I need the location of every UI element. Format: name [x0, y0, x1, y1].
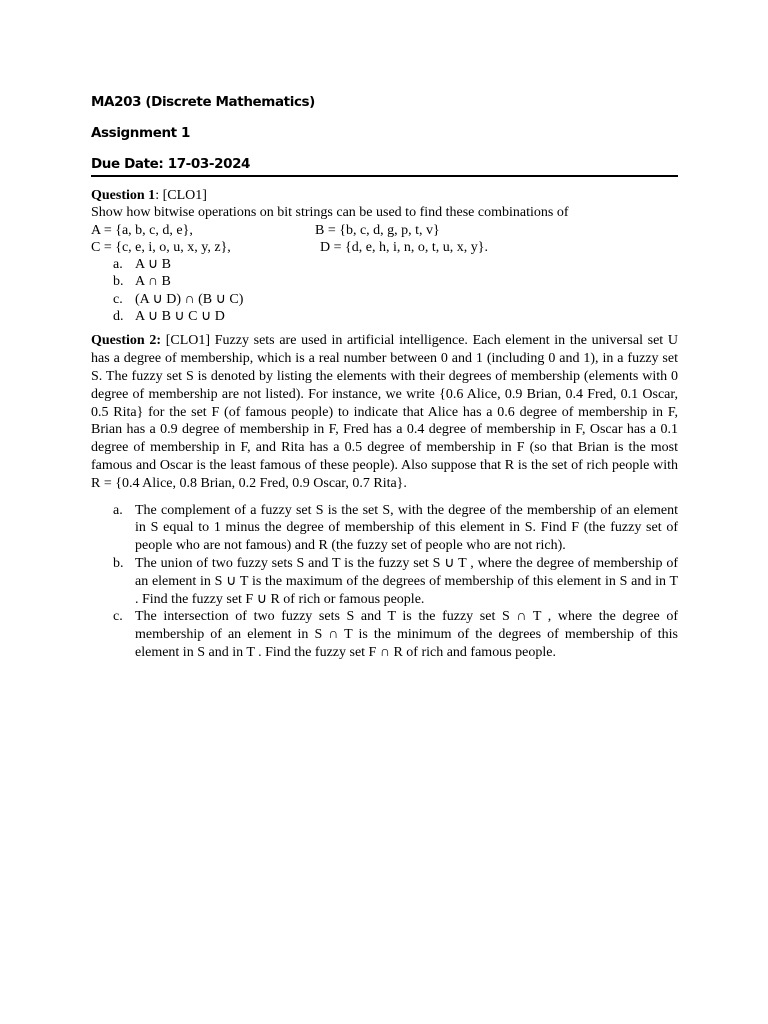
question-1-items	[91, 256, 678, 325]
question-2-body-paragraph	[91, 332, 678, 492]
question-1-prompt: Show how bitwise operations on bit strings can be used to find these combinations of	[91, 205, 569, 221]
item-text: The complement of a fuzzy set S is the set S, with the degree of the membership of an element in S equal to 1 minus the degree of membership of this element in S. Find F (the fuzzy set of people who are not famous) and R (the fuzzy set of people who are not rich).	[135, 502, 678, 554]
question-1-heading	[91, 187, 678, 204]
list-item	[91, 273, 678, 290]
item-marker: b.	[113, 555, 124, 571]
set-row-ab	[91, 222, 678, 239]
list-item	[91, 608, 678, 661]
list-item	[91, 308, 678, 325]
item-text: The union of two fuzzy sets S and T is the fuzzy set S ∪ T , where the degree of membership of an element in S ∪ T is the maximum of the degrees of membership of this element in S and in T . Find the fuzzy set F ∪ R of rich or famous people.	[135, 555, 678, 607]
question-1	[91, 187, 678, 325]
question-2-label: Question 2:	[91, 333, 162, 349]
question-1-label: Question 1	[91, 188, 156, 203]
item-marker: c.	[113, 609, 123, 625]
assignment-title: Assignment 1	[91, 125, 191, 141]
set-b: B = {b, c, d, g, p, t, v}	[315, 222, 440, 238]
set-a: A = {a, b, c, d, e},	[91, 222, 193, 238]
set-d: D = {d, e, h, i, n, o, t, u, x, y}.	[320, 239, 488, 255]
item-marker: b.	[113, 274, 124, 290]
question-2-body: [CLO1] Fuzzy sets are used in artificial intelligence. Each element in the universal set U has a degree of membership, which is a real number between 0 and 1 (including 0 and 1), in a fuzzy set S. The fuzzy set S is denoted by listing the elements with their degrees of membership (elements with 0 degree of membership are not listed). For instance, we write {0.6 Alice, 0.9 Brian, 0.4 Fred, 0.1 Oscar, 0.5 Rita} for the set F (of famous people) to indicate that Alice has a 0.6 degree of membership in F, Brian has a 0.9 degree of membership in F, Fred has a 0.4 degree of membership in F, Oscar has a 0.1 degree of membership in F, and Rita has a 0.5 degree of membership in F (so that Brian is the most famous and Oscar is the least famous of these people). Also suppose that R is the set of rich people with R = {0.4 Alice, 0.8 Brian, 0.2 Fred, 0.9 Oscar, 0.7 Rita}.	[91, 333, 678, 491]
item-text: A ∪ B ∪ C ∪ D	[135, 309, 225, 325]
question-2-items	[91, 502, 678, 662]
list-item	[91, 256, 678, 273]
document-page	[91, 93, 678, 662]
question-2	[91, 332, 678, 661]
list-item	[91, 555, 678, 608]
item-text: The intersection of two fuzzy sets S and T is the fuzzy set S ∩ T , where the degree of membership of an element in S ∩ T is the minimum of the degrees of membership of this element in S and in T . Find the fuzzy set F ∩ R of rich and famous people.	[135, 609, 678, 660]
list-item	[91, 502, 678, 555]
item-marker: a.	[113, 257, 123, 273]
item-marker: a.	[113, 502, 123, 518]
header-divider	[91, 175, 678, 177]
item-marker: c.	[113, 291, 123, 307]
course-title: MA203 (Discrete Mathematics)	[91, 94, 315, 110]
item-text: A ∪ B	[135, 257, 171, 273]
due-date: Due Date: 17-03-2024	[91, 156, 251, 172]
set-c: C = {c, e, i, o, u, x, y, z},	[91, 239, 231, 255]
item-marker: d.	[113, 309, 124, 325]
question-1-tag: : [CLO1]	[155, 188, 207, 203]
item-text: A ∩ B	[135, 274, 171, 290]
item-text: (A ∪ D) ∩ (B ∪ C)	[135, 291, 244, 307]
set-row-cd	[91, 239, 678, 256]
list-item	[91, 291, 678, 308]
